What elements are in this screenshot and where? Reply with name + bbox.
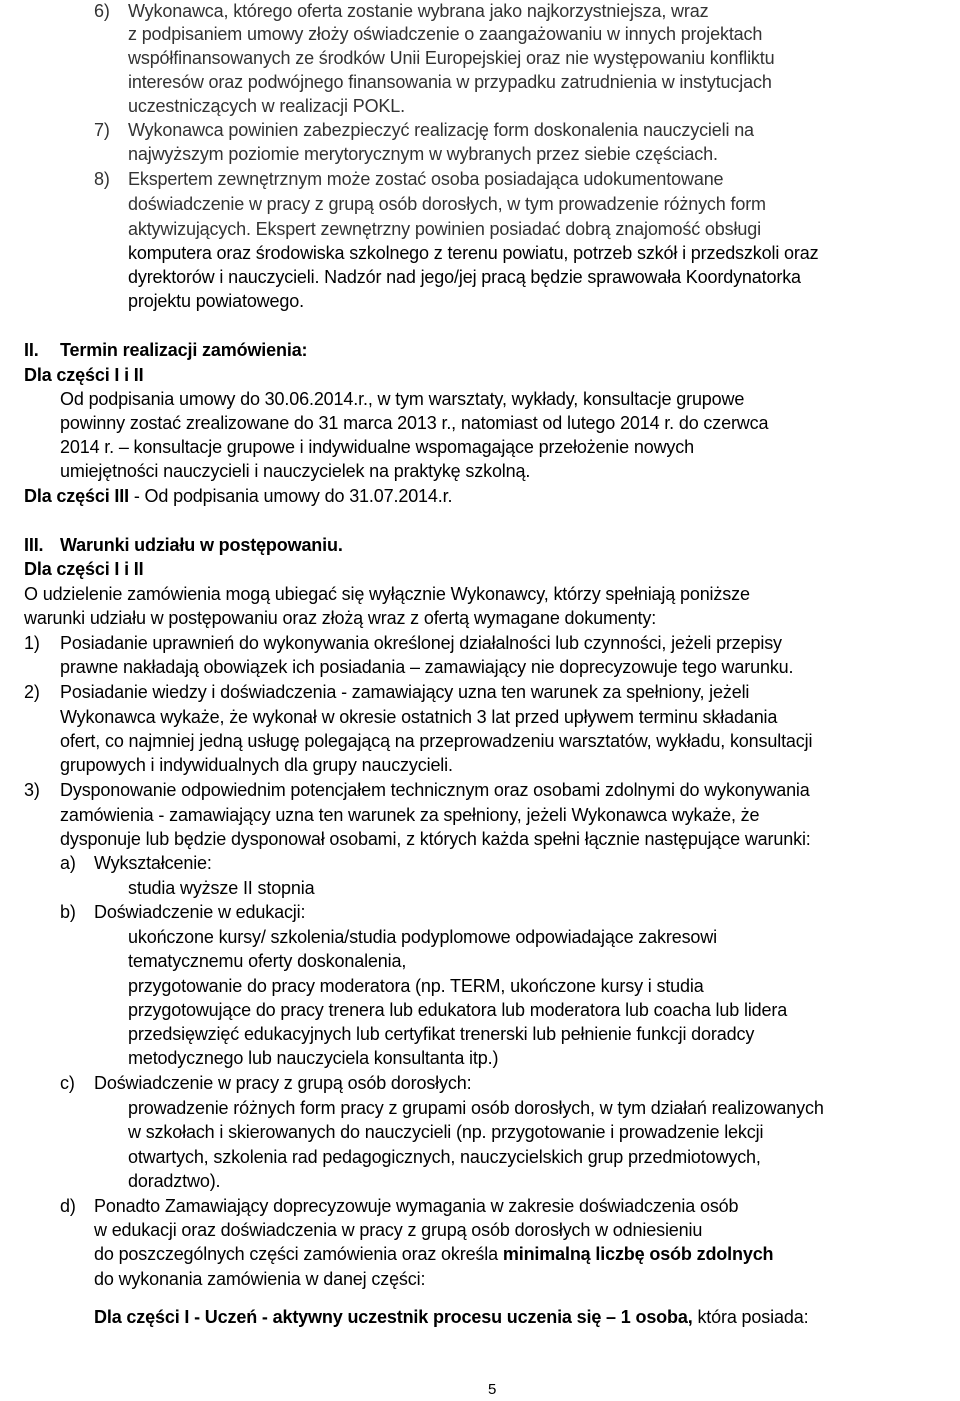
item-line: Wykonawca wykaże, że wykonał w okresie ostatnich 3 lat przed upływem terminu składania	[60, 707, 778, 727]
item-line: uczestniczących w realizacji POKL.	[128, 96, 406, 116]
paragraph-line: O udzielenie zamówienia mogą ubiegać się wyłącznie Wykonawcy, którzy spełniają poniższe	[24, 584, 750, 604]
item-number: 3)	[24, 780, 40, 800]
item-number: 8)	[94, 169, 110, 189]
section-title: Termin realizacji zamówienia:	[60, 340, 308, 360]
sub-letter: d)	[60, 1196, 76, 1216]
sub-line: otwartych, szkolenia rad pedagogicznych, nauczycielskich grup przedmiotowych,	[128, 1147, 761, 1167]
item-line: Posiadanie wiedzy i doświadczenia - zamawiający uzna ten warunek za spełniony, jeżeli	[60, 682, 750, 702]
section-number: III.	[24, 535, 44, 555]
part1-heading: Dla części I - Uczeń - aktywny uczestnik procesu uczenia się – 1 osoba,	[94, 1307, 693, 1327]
sub-line: przygotowujące do pracy trenera lub edukatora lub moderatora lub coacha lub lidera	[128, 1000, 788, 1020]
page-number: 5	[488, 1381, 497, 1398]
item-line: grupowych i indywidualnych dla grupy nauczycieli.	[60, 755, 453, 775]
item-line: dysponuje lub będzie dysponował osobami, z których każda spełni łącznie następujące warunki:	[60, 829, 811, 849]
sub-line: w szkołach i skierowanych do nauczycieli (np. przygotowanie i prowadzenie lekcji	[128, 1122, 764, 1142]
item-line: Wykonawca powinien zabezpieczyć realizację form doskonalenia nauczycieli na	[128, 120, 754, 140]
item-line: doświadczenie w pracy z grupą osób dorosłych, w tym prowadzenie różnych form	[128, 194, 766, 214]
item-line: komputera oraz środowiska szkolnego z terenu powiatu, potrzeb szkół i przedszkoli oraz	[128, 243, 819, 263]
sub-line: prowadzenie różnych form pracy z grupami osób dorosłych, w tym działań realizowanych	[128, 1098, 824, 1118]
item-line: współfinansowanych ze środków Unii Europejskiej oraz nie występowaniu konfliktu	[128, 48, 775, 68]
item-line: Posiadanie uprawnień do wykonywania określonej działalności lub czynności, jeżeli przepisy	[60, 633, 782, 653]
item-line: Wykonawca, którego oferta zostanie wybrana jako najkorzystniejsza, wraz	[128, 1, 709, 21]
sub-line-text: do poszczególnych części zamówienia oraz określa	[94, 1244, 503, 1264]
paragraph-line: powinny zostać zrealizowane do 31 marca 2013 r., natomiast od lutego 2014 r. do czerwca	[60, 413, 769, 433]
sub-letter: b)	[60, 902, 76, 922]
paragraph-line: warunki udziału w postępowaniu oraz złożą wraz z ofertą wymagane dokumenty:	[24, 608, 657, 628]
item-line: interesów oraz podwójnego finansowania w przypadku zatrudnienia w instytucjach	[128, 72, 772, 92]
section-title: Warunki udziału w postępowaniu.	[60, 535, 343, 555]
part3-line	[24, 485, 452, 507]
part1-line	[94, 1306, 808, 1328]
item-line: aktywizujących. Ekspert zewnętrzny powinien posiadać dobrą znajomość obsługi	[128, 219, 761, 239]
sub-line: do wykonania zamówienia w danej części:	[94, 1269, 426, 1289]
sub-line: studia wyższe II stopnia	[128, 878, 315, 898]
sub-line: przedsięwzięć edukacyjnych lub certyfikat trenerski lub pełnienie funkcji doradcy	[128, 1024, 755, 1044]
item-number: 6)	[94, 1, 110, 21]
paragraph-line: 2014 r. – konsultacje grupowe i indywidualne wspomagające przełożenie nowych	[60, 437, 694, 457]
sub-letter: c)	[60, 1073, 75, 1093]
sub-line: doradztwo).	[128, 1171, 221, 1191]
item-number: 1)	[24, 633, 40, 653]
item-number: 2)	[24, 682, 40, 702]
sub-line: Ponadto Zamawiający doprecyzowuje wymagania w zakresie doświadczenia osób	[94, 1196, 739, 1216]
item-line: ofert, co najmniej jedną usługę polegającą na przeprowadzeniu warsztatów, wykładu, konsultacji	[60, 731, 813, 751]
part-heading: Dla części III	[24, 486, 129, 506]
sub-line: przygotowanie do pracy moderatora (np. TERM, ukończone kursy i studia	[128, 976, 704, 996]
sub-line: metodycznego lub nauczyciela konsultanta itp.)	[128, 1048, 499, 1068]
item-line: z podpisaniem umowy złoży oświadczenie o zaangażowaniu w innych projektach	[128, 24, 763, 44]
sub-line: tematycznemu oferty doskonalenia,	[128, 951, 407, 971]
sub-label: Doświadczenie w pracy z grupą osób dorosłych:	[94, 1073, 472, 1093]
sub-label: Doświadczenie w edukacji:	[94, 902, 306, 922]
item-line: Ekspertem zewnętrznym może zostać osoba posiadająca udokumentowane	[128, 169, 724, 189]
item-line: prawne nakładają obowiązek ich posiadania – zamawiający nie doprecyzowuje tego warunku.	[60, 657, 794, 677]
item-line: najwyższym poziomie merytorycznym w wybranych przez siebie częściach.	[128, 144, 718, 164]
part1-tail: która posiada:	[692, 1307, 809, 1327]
item-line: zamówienia - zamawiający uzna ten warunek za spełniony, jeżeli Wykonawca wykaże, że	[60, 805, 760, 825]
part-heading: Dla części I i II	[24, 365, 144, 385]
item-number: 7)	[94, 120, 110, 140]
sub-line	[94, 1243, 773, 1265]
part-heading: Dla części I i II	[24, 559, 144, 579]
item-line: Dysponowanie odpowiednim potencjałem technicznym oraz osobami zdolnymi do wykonywania	[60, 780, 810, 800]
item-line: dyrektorów i nauczycieli. Nadzór nad jego/jej pracą będzie sprawowała Koordynatorka	[128, 267, 801, 287]
paragraph-line: Od podpisania umowy do 30.06.2014.r., w tym warsztaty, wykłady, konsultacje grupowe	[60, 389, 745, 409]
sub-label: Wykształcenie:	[94, 853, 212, 873]
emphasis-text: minimalną liczbę osób zdolnych	[502, 1244, 774, 1264]
sub-line: w edukacji oraz doświadczenia w pracy z grupą osób dorosłych w odniesieniu	[94, 1220, 703, 1240]
paragraph-line: umiejętności nauczycieli i nauczycielek na praktykę szkolną.	[60, 461, 531, 481]
section-number: II.	[24, 340, 39, 360]
item-line: projektu powiatowego.	[128, 291, 304, 311]
sub-letter: a)	[60, 853, 76, 873]
part3-text: - Od podpisania umowy do 31.07.2014.r.	[128, 486, 453, 506]
sub-line: ukończone kursy/ szkolenia/studia podyplomowe odpowiadające zakresowi	[128, 927, 717, 947]
